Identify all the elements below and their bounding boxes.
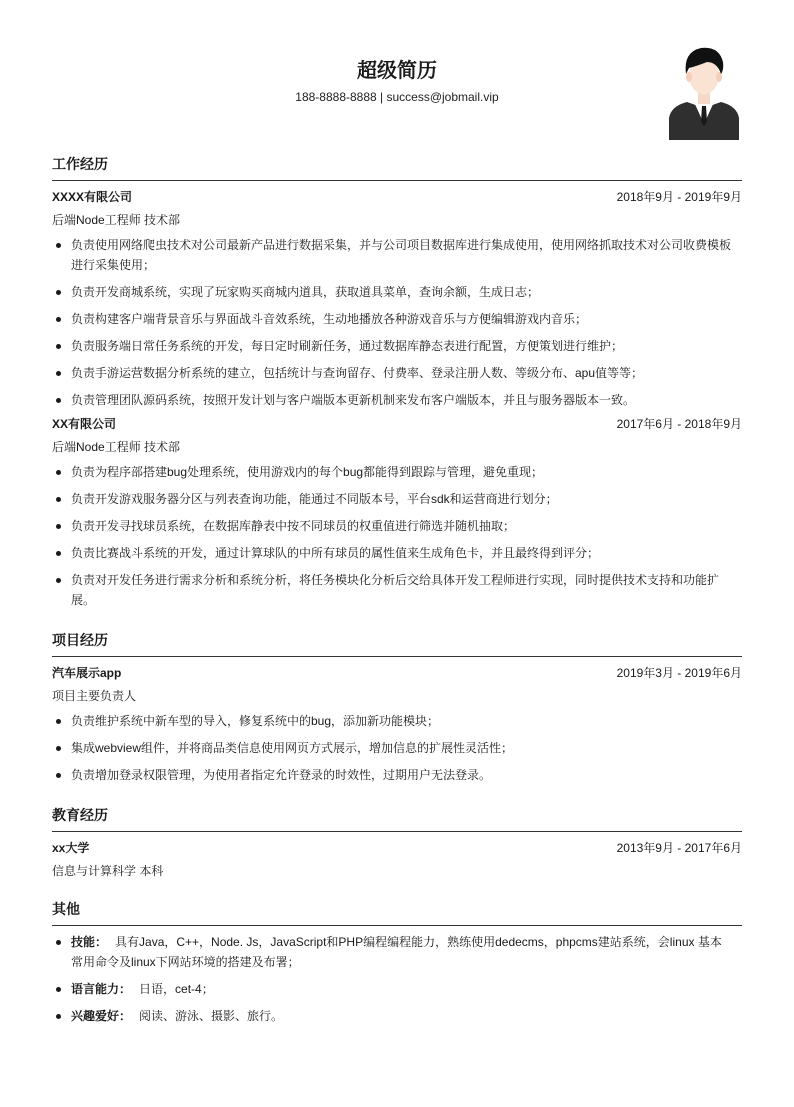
list-item: 负责手游运营数据分析系统的建立，包括统计与查询留存、付费率、登录注册人数、等级分布、apu值等等； [52, 363, 742, 383]
work-entry [52, 189, 742, 410]
work-entry [52, 416, 742, 610]
education-entry [52, 840, 742, 879]
list-item: 负责开发商城系统，实现了玩家购买商城内道具，获取道具菜单，查询余额，生成日志； [52, 282, 742, 302]
list-item [52, 1006, 742, 1026]
other-section [52, 901, 742, 1026]
other-section-title: 其他 [52, 901, 742, 926]
education-period: 2013年9月 - 2017年6月 [616, 841, 742, 855]
list-item: 负责构建客户端背景音乐与界面战斗音效系统，生动地播放各种游戏音乐与方便编辑游戏内音乐； [52, 309, 742, 329]
list-item: 负责比赛战斗系统的开发，通过计算球队的中所有球员的属性值来生成角色卡，并且最终得到评分； [52, 543, 742, 563]
project-period: 2019年3月 - 2019年6月 [616, 666, 742, 680]
resume-header [52, 0, 742, 150]
job-role: 后端Node工程师 技术部 [52, 440, 181, 454]
list-item: 负责为程序部搭建bug处理系统，使用游戏内的每个bug都能得到跟踪与管理，避免重现； [52, 462, 742, 482]
list-item: 负责对开发任务进行需求分析和系统分析，将任务模块化分析后交给具体开发工程师进行实现，同时提供技术支持和功能扩展。 [52, 570, 742, 610]
project-name: 汽车展示app [52, 666, 122, 680]
school-name: xx大学 [52, 841, 90, 855]
list-item: 负责服务端日常任务系统的开发，每日定时刷新任务，通过数据库静态表进行配置，方便策划进行维护； [52, 336, 742, 356]
avatar [669, 44, 739, 140]
work-period: 2018年9月 - 2019年9月 [616, 190, 742, 204]
candidate-name: 超级简历 [357, 60, 437, 82]
project-bullets [52, 711, 742, 785]
list-item [52, 979, 742, 999]
work-section-title: 工作经历 [52, 156, 742, 181]
item-label: 语言能力： [71, 982, 132, 996]
contact-info: 188-8888-8888 | success@jobmail.vip [295, 90, 499, 104]
list-item: 负责维护系统中新车型的导入，修复系统中的bug，添加新功能模块； [52, 711, 742, 731]
item-text: 阅读、游泳、摄影、旅行。 [139, 1009, 284, 1023]
list-item: 负责使用网络爬虫技术对公司最新产品进行数据采集，并与公司项目数据库进行集成使用，使用网络抓取技术对公司收费模板进行采集使用； [52, 235, 742, 275]
list-item: 集成webview组件，并将商品类信息使用网页方式展示，增加信息的扩展性灵活性； [52, 738, 742, 758]
project-section-title: 项目经历 [52, 632, 742, 657]
project-section [52, 632, 742, 785]
resume-page [52, 0, 742, 1026]
list-item: 负责开发游戏服务器分区与列表查询功能，能通过不同版本号，平台sdk和运营商进行划分； [52, 489, 742, 509]
project-entry [52, 665, 742, 785]
item-label: 兴趣爱好： [71, 1009, 132, 1023]
item-text: 日语，cet-4； [139, 982, 214, 996]
education-major: 信息与计算科学 本科 [52, 864, 164, 878]
work-bullets [52, 235, 742, 410]
item-text: 具有Java，C++，Node. Js，JavaScript和PHP编程编程能力，熟练使用dedecms，phpcms建站系统，会linux 基本常用命令及linux下网站环境的搭建及布署； [71, 935, 722, 969]
education-section [52, 807, 742, 879]
list-item: 负责增加登录权限管理，为使用者指定允许登录的时效性，过期用户无法登录。 [52, 765, 742, 785]
item-label: 技能： [71, 935, 108, 949]
company-name: XXXX有限公司 [52, 190, 133, 204]
company-name: XX有限公司 [52, 417, 117, 431]
education-section-title: 教育经历 [52, 807, 742, 832]
work-bullets [52, 462, 742, 610]
other-list [52, 932, 742, 1026]
list-item: 负责管理团队源码系统，按照开发计划与客户端版本更新机制来发布客户端版本，并且与服务器版本一致。 [52, 390, 742, 410]
work-section [52, 156, 742, 610]
work-period: 2017年6月 - 2018年9月 [616, 417, 742, 431]
list-item [52, 932, 742, 972]
project-role: 项目主要负责人 [52, 689, 137, 703]
list-item: 负责开发寻找球员系统，在数据库静表中按不同球员的权重值进行筛选并随机抽取； [52, 516, 742, 536]
job-role: 后端Node工程师 技术部 [52, 213, 181, 227]
